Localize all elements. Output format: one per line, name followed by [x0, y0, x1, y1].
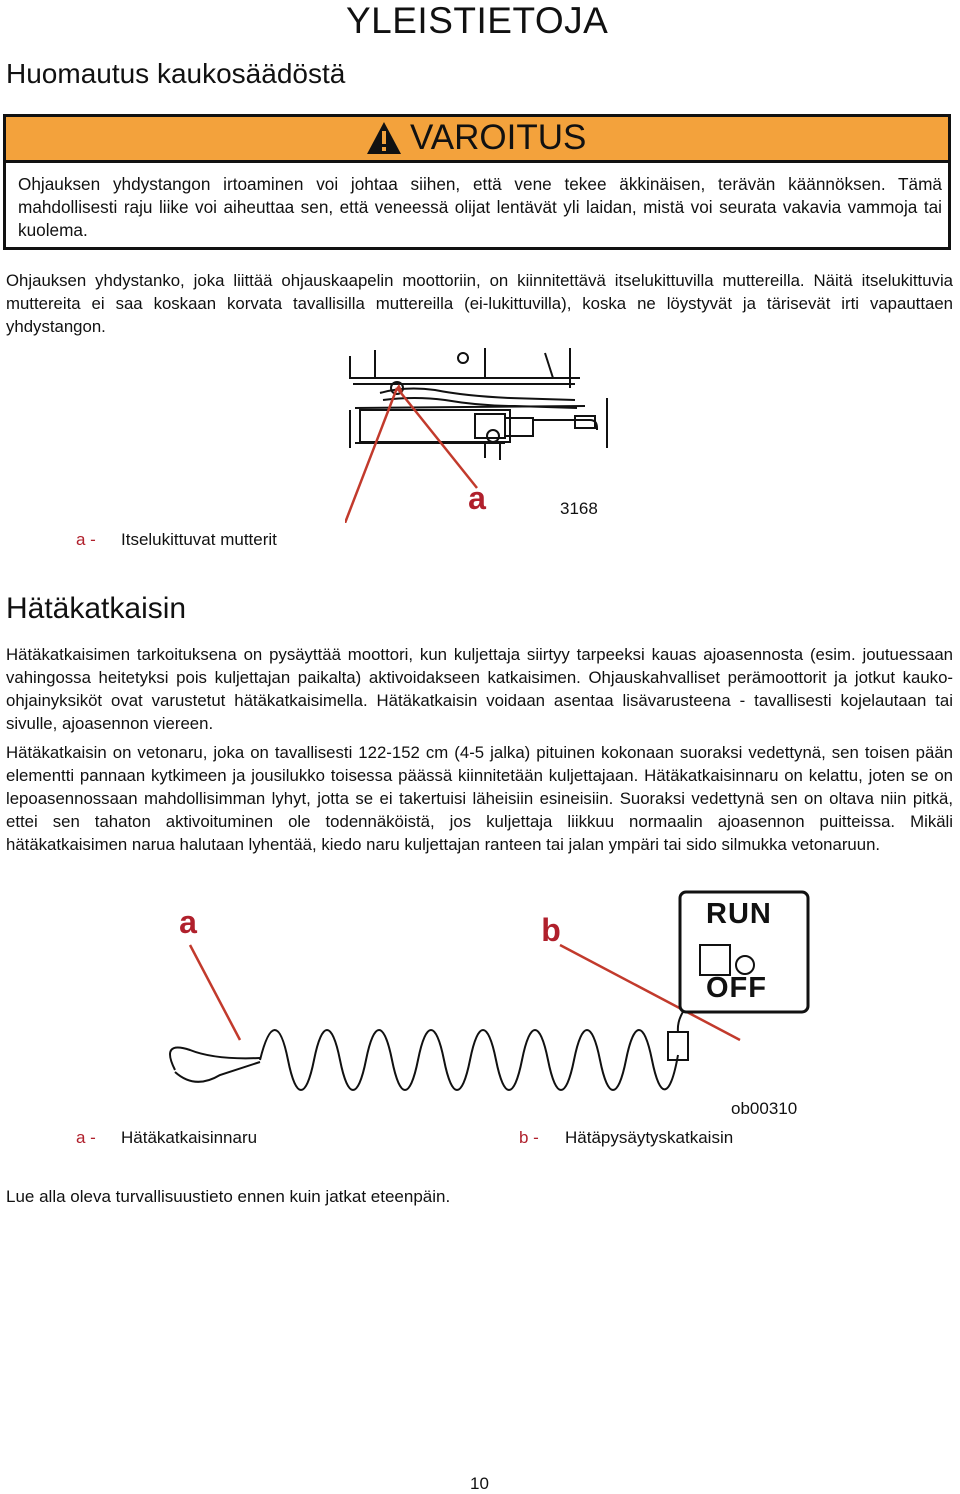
figure2-legend-b-key: b -: [519, 1128, 539, 1147]
figure2-ref: ob00310: [731, 1099, 798, 1118]
warning-text: Ohjauksen yhdystangon irtoaminen voi johtaa siihen, että vene tekee äkkinäisen, terävän käännöksen. Tämä mahdollisesti raju liike voi aiheuttaa sen, että veneessä olijat lentävät yli laidan, mistä voi seurata vakavia vammoja tai kuolema.: [18, 174, 942, 240]
page-header-title: YLEISTIETOJA: [346, 0, 609, 41]
closing-text: Lue alla oleva turvallisuustieto ennen kuin jatkat eteenpäin.: [6, 1187, 451, 1206]
figure2-legend-a-text: Hätäkatkaisinnaru: [121, 1128, 258, 1147]
warning-header: [6, 117, 948, 163]
switch-run-label: RUN: [706, 898, 772, 930]
page-number: 10: [470, 1474, 489, 1493]
warning-box: [3, 114, 951, 250]
switch-off-label: OFF: [706, 972, 767, 1004]
figure1-legend-text: Itselukittuvat mutterit: [121, 530, 277, 549]
section-title: Huomautus kaukosäädöstä: [6, 58, 346, 89]
figure1-legend-key: a -: [76, 530, 96, 549]
section2-paragraph-1: Hätäkatkaisimen tarkoituksena on pysäyttää moottori, kun kuljettaja siirtyy tarpeeksi kauas ajoasennosta (esim. joutuessaan vahingossa heitetyksi pois kuljettajan paikalta) aktivoidakseen katkaisimen. Ohjauskahvalliset perämoottorit ja jotkut kauko-ohjainyksiköt ovat varustetut hätäkatkaisimella. Hätäkatkaisin voidaan asentaa lisävarusteena - tavallisesti kojelautaan tai sivulle, ajoasennon viereen.: [6, 645, 953, 733]
figure1-callout-a: a: [468, 480, 486, 516]
figure2-legend-a-key: a -: [76, 1128, 96, 1147]
figure2-legend-b-text: Hätäpysäytyskatkaisin: [565, 1128, 734, 1147]
figure1-ref: 3168: [560, 499, 598, 518]
warning-title: VAROITUS: [410, 118, 587, 157]
warning-triangle-icon: [366, 121, 402, 155]
figure2-callout-b: b: [541, 912, 561, 948]
figure2-callout-a: a: [179, 904, 197, 940]
section2-title: Hätäkatkaisin: [6, 592, 187, 625]
section2-paragraph-2: Hätäkatkaisin on vetonaru, joka on tavallisesti 122-152 cm (4-5 jalka) pituinen kokonaan suoraksi vedettynä, sen toisen pään elementti pannaan kytkimeen ja jousilukko toisessa päässä kiinnitetään kuljettajaan. Hätäkatkaisinnaru on kelattu, joten se on lepoasennossaan mahdollisimman lyhyt, jotta se ei takertuisi läheisiin esineisiin. Suoraksi vedettynä sen on oltava niin pitkä, ettei sen tahaton aktivoituminen ole todennäköistä, jos kuljettaja liikkuu normaalin ajoasennon puitteissa. Mikäli hätäkatkaisimen narua halutaan lyhentää, kiedo naru kuljettajan ranteen tai jalan ympäri tai sido silmukka vetonaruun.: [6, 743, 953, 854]
paragraph-steering-link: Ohjauksen yhdystanko, joka liittää ohjauskaapelin moottoriin, on kiinnitettävä itselukittuvilla muttereilla. Näitä itselukittuvia muttereita ei saa koskaan korvata tavallisilla muttereilla (ei-lukittuvilla), koska ne löystyvät ja tärisevät irti vapauttaen yhdystangon.: [6, 271, 953, 336]
